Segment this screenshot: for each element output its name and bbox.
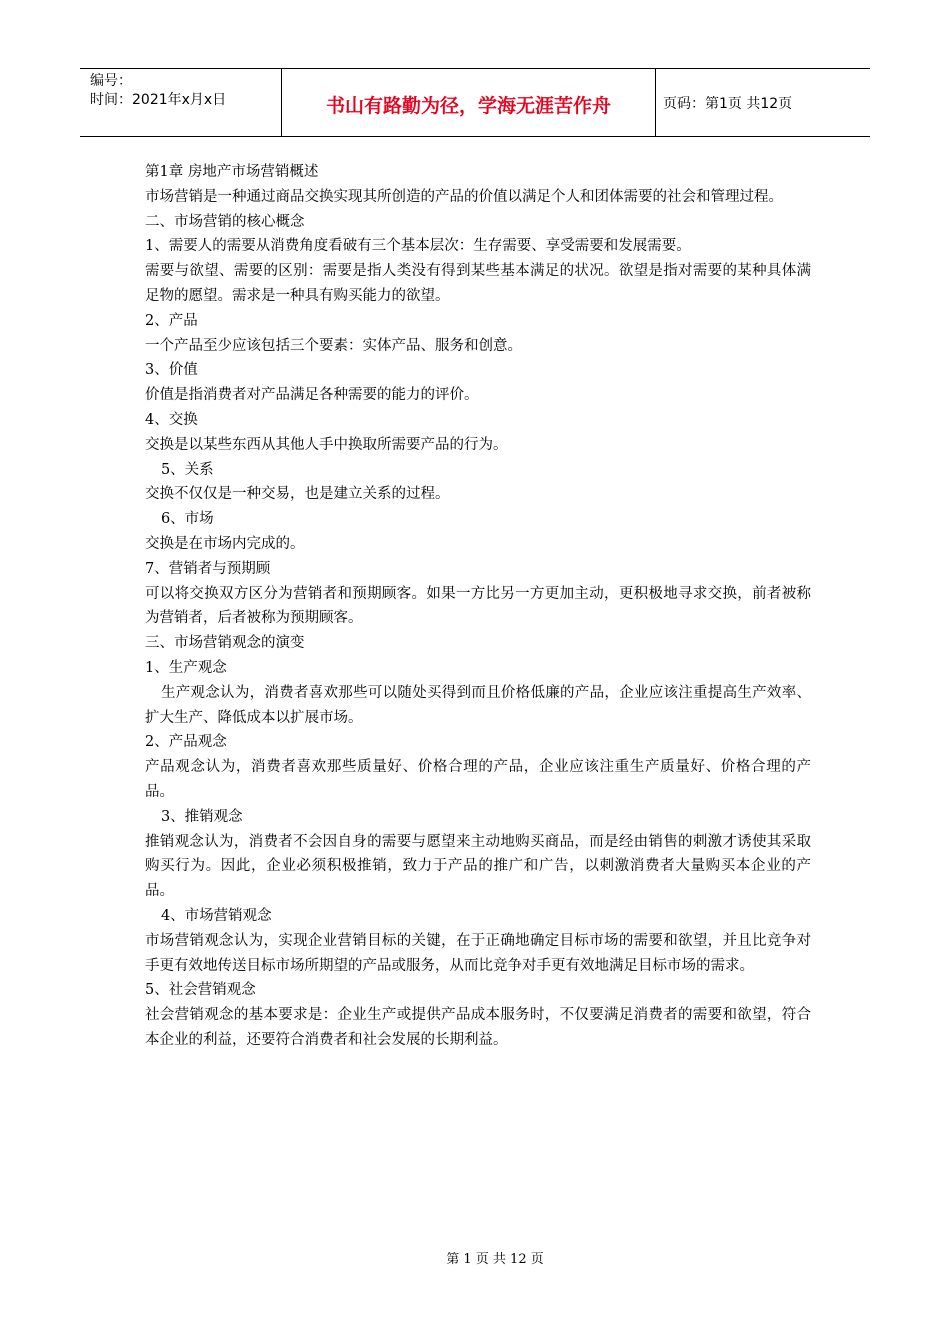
body-paragraph: 6、市场 [160,511,214,528]
body-paragraph: 交换是在市场内完成的。 [145,535,305,552]
body-paragraph: 一个产品至少应该包括三个要素：实体产品、服务和创意。 [145,337,522,354]
header-meta-cell [80,69,282,136]
body-paragraph: 交换不仅仅是一种交易，也是建立关系的过程。 [145,486,450,503]
document-body [145,160,811,1053]
body-paragraph: 5、关系 [160,461,214,478]
body-paragraph: 推销观念认为，消费者不会因自身的需要与愿望来主动地购买商品，而是经由销售的刺激才诱使其采取购买行为。因此，企业必须积极推销，致力于产品的推广和广告，以刺激消费者大量购买本企业的产品。 [145,833,811,900]
body-paragraph: 4、交换 [145,411,198,428]
header-page-info: 页码：第1页 共12页 [663,95,793,112]
page-footer [0,1248,950,1267]
document-date-label: 时间：2021年x月x日 [90,92,227,108]
body-paragraph: 3、推销观念 [160,808,243,825]
body-paragraph: 5、社会营销观念 [145,982,256,999]
body-paragraph: 需要与欲望、需要的区别：需要是指人类没有得到某些基本满足的状况。欲望是指对需要的某种具体满足物的愿望。需求是一种具有购买能力的欲望。 [145,263,811,304]
body-paragraph: 3、价值 [145,362,198,379]
document-number-label: 编号： [90,73,132,89]
body-paragraph: 市场营销观念认为，实现企业营销目标的关键，在于正确地确定目标市场的需要和欲望，并且比竞争对手更有效地传送目标市场所期望的产品或服务，从而比竞争对手更有效地满足目标市场的需求。 [145,932,811,974]
body-paragraph: 二、市场营销的核心概念 [145,213,305,230]
body-paragraph: 市场营销是一种通过商品交换实现其所创造的产品的价值以满足个人和团体需要的社会和管理过程。 [145,188,783,205]
body-paragraph: 1、生产观念 [145,659,227,676]
header-motto-cell [282,69,656,136]
body-paragraph: 2、产品观念 [145,734,227,751]
body-paragraph: 生产观念认为，消费者喜欢那些可以随处买得到而且价格低廉的产品，企业应该注重提高生产效率、扩大生产、降低成本以扩展市场。 [145,684,811,726]
body-paragraph: 第1章 房地产市场营销概述 [145,164,319,180]
header-page-cell [656,69,870,136]
footer-page-number: 第 1 页 共 12 页 [446,1252,544,1267]
body-paragraph: 社会营销观念的基本要求是：企业生产或提供产品成本服务时，不仅要满足消费者的需要和欲望，符合本企业的利益，还要符合消费者和社会发展的长期利益。 [145,1007,811,1048]
body-paragraph: 产品观念认为，消费者喜欢那些质量好、价格合理的产品，企业应该注重生产质量好、价格合理的产品。 [145,759,811,800]
body-paragraph: 三、市场营销观念的演变 [145,635,305,652]
body-paragraph: 2、产品 [145,312,198,329]
body-paragraph: 价值是指消费者对产品满足各种需要的能力的评价。 [145,387,479,404]
body-paragraph: 交换是以某些东西从其他人手中换取所需要产品的行为。 [145,436,508,453]
body-paragraph: 1、需要人的需要从消费角度看破有三个基本层次：生存需要、享受需要和发展需要。 [145,238,691,255]
body-paragraph: 可以将交换双方区分为营销者和预期顾客。如果一方比另一方更加主动，更积极地寻求交换，前者被称为营销者，后者被称为预期顾客。 [145,585,811,627]
header-motto: 书山有路勤为径，学海无涯苦作舟 [325,95,611,117]
body-paragraph: 7、营销者与预期顾 [145,560,271,577]
document-header [80,68,870,137]
body-paragraph: 4、市场营销观念 [160,907,272,924]
